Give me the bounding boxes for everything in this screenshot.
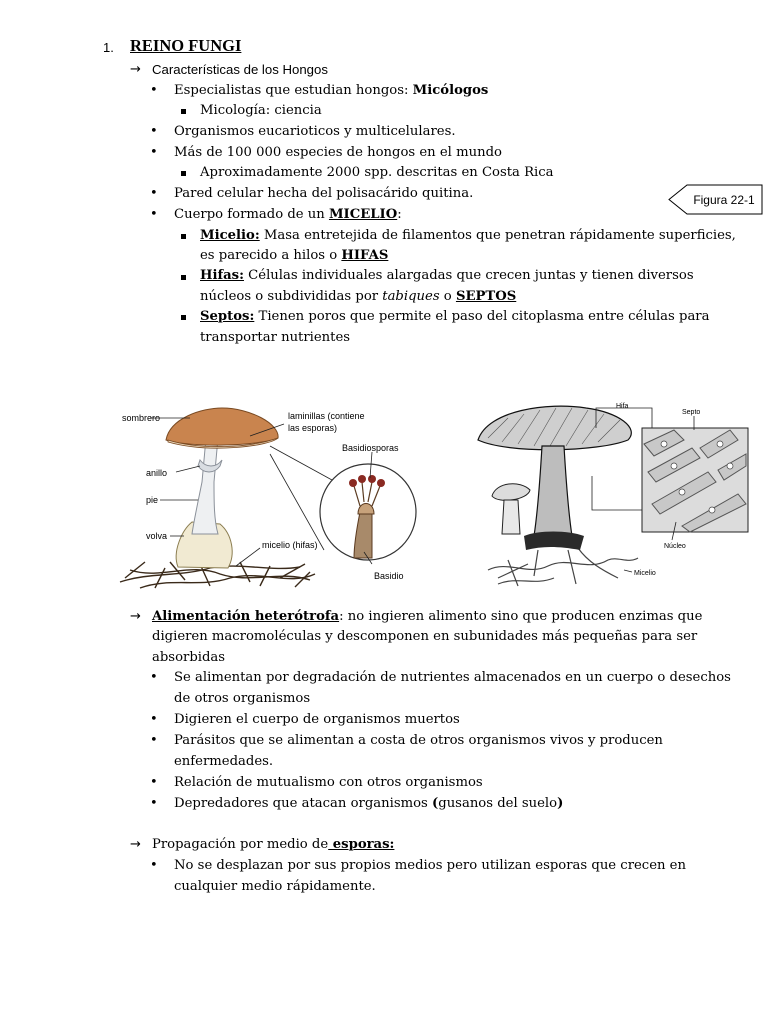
- bullet-icon: •: [150, 670, 158, 685]
- list-item-degradacion-cont: de otros organismos: [174, 691, 311, 706]
- hyphae-mycelium: [488, 548, 638, 586]
- list-item-esporas-cont: cualquier medio rápidamente.: [174, 879, 376, 894]
- bullet-icon: •: [150, 124, 158, 139]
- stipe-base-shape: [524, 532, 584, 551]
- list-item-degradacion: Se alimentan por degradación de nutrientes almacenados en un cuerpo o desechos: [174, 670, 731, 685]
- list-item-especialistas: Especialistas que estudian hongos: Micólogos: [174, 83, 489, 98]
- alimentacion-intro-3: absorbidas: [152, 650, 226, 665]
- bullet-icon: •: [150, 733, 158, 748]
- definition-hifas-cont: núcleos o subdivididas por tabiques o SEPTOS: [200, 289, 517, 304]
- list-item-parasitos: Parásitos que se alimentan a costa de otros organismos vivos y producen: [174, 733, 663, 748]
- list-item-cuerpo: Cuerpo formado de un MICELIO:: [174, 207, 402, 222]
- list-item-pared: Pared celular hecha del polisacárido quitina.: [174, 186, 474, 201]
- square-bullet-icon: [181, 109, 186, 114]
- list-item-parasitos-cont: enfermedades.: [174, 754, 274, 769]
- figure-callout: [668, 184, 764, 216]
- page-title: REINO FUNGI: [130, 36, 242, 55]
- arrow-icon: →: [130, 62, 141, 77]
- definition-hifas: Hifas: Células individuales alargadas que crecen juntas y tienen diversos: [200, 268, 694, 283]
- arrow-icon: →: [130, 837, 141, 852]
- label-hifa: Hifa: [616, 403, 629, 410]
- hyphae-figure: [468, 400, 750, 592]
- label-micelio: Micelio: [634, 570, 656, 577]
- label-laminillas-1: laminillas (contiene: [288, 411, 365, 421]
- label-pie: pie: [146, 495, 159, 505]
- bullet-icon: •: [150, 145, 158, 160]
- bullet-icon: •: [150, 207, 158, 222]
- label-basidiosporas: Basidiosporas: [342, 443, 399, 453]
- list-item-digieren: Digieren el cuerpo de organismos muertos: [174, 712, 460, 727]
- label-micelio-hifas: micelio (hifas): [262, 540, 318, 550]
- definition-septos: Septos: Tienen poros que permite el paso del citoplasma entre células para: [200, 309, 710, 324]
- mushroom-anatomy-figure: [110, 402, 420, 592]
- bullet-icon: •: [150, 712, 158, 727]
- stipe-shape: [192, 438, 218, 534]
- propagacion-label: Propagación por medio de esporas:: [152, 837, 395, 852]
- square-bullet-icon: [181, 275, 186, 280]
- label-sombrero: sombrero: [122, 413, 161, 423]
- label-septo: Septo: [682, 409, 701, 416]
- alimentacion-intro: Alimentación heterótrofa: no ingieren alimento sino que producen enzimas que: [152, 609, 703, 624]
- cap-shape: [166, 408, 278, 445]
- bullet-icon: •: [150, 796, 158, 811]
- bullet-icon: •: [150, 186, 158, 201]
- definition-micelio: Micelio: Masa entretejida de filamentos que penetran rápidamente superficies,: [200, 228, 736, 243]
- list-item-aprox: Aproximadamente 2000 spp. descritas en Costa Rica: [200, 165, 554, 180]
- label-laminillas-2: las esporas): [288, 423, 338, 433]
- bullet-icon: •: [150, 83, 158, 98]
- bullet-icon: •: [150, 858, 158, 873]
- heading-number: 1.: [103, 40, 114, 55]
- definition-septos-cont: transportar nutrientes: [200, 330, 351, 345]
- list-item-organismos: Organismos eucarioticos y multicelulares.: [174, 124, 456, 139]
- square-bullet-icon: [181, 315, 186, 320]
- list-item-mas-de: Más de 100 000 especies de hongos en el mundo: [174, 145, 502, 160]
- figure-callout-label: Figura 22-1: [693, 193, 755, 207]
- label-basidio: Basidio: [374, 571, 404, 581]
- large-stipe-shape: [534, 446, 572, 536]
- list-item-mutualismo: Relación de mutualismo con otros organismos: [174, 775, 483, 790]
- square-bullet-icon: [181, 171, 186, 176]
- bullet-icon: •: [150, 775, 158, 790]
- list-item-micologia: Micología: ciencia: [200, 103, 322, 118]
- list-item-esporas: No se desplazan por sus propios medios pero utilizan esporas que crecen en: [174, 858, 686, 873]
- label-nucleo: Núcleo: [664, 543, 686, 550]
- list-item-depredadores: Depredadores que atacan organismos (gusanos del suelo): [174, 796, 564, 811]
- alimentacion-intro-2: digieren macromoléculas y descomponen en subunidades más pequeñas para ser: [152, 629, 698, 644]
- arrow-icon: →: [130, 609, 141, 624]
- large-cap-shape: [478, 406, 631, 450]
- section-label-caracteristicas: Características de los Hongos: [152, 62, 328, 77]
- label-volva: volva: [146, 531, 168, 541]
- definition-micelio-cont: es parecido a hilos o HIFAS: [200, 248, 389, 263]
- small-stipe-shape: [502, 500, 520, 534]
- square-bullet-icon: [181, 234, 186, 239]
- small-cap-shape: [492, 484, 530, 501]
- label-anillo: anillo: [146, 468, 168, 478]
